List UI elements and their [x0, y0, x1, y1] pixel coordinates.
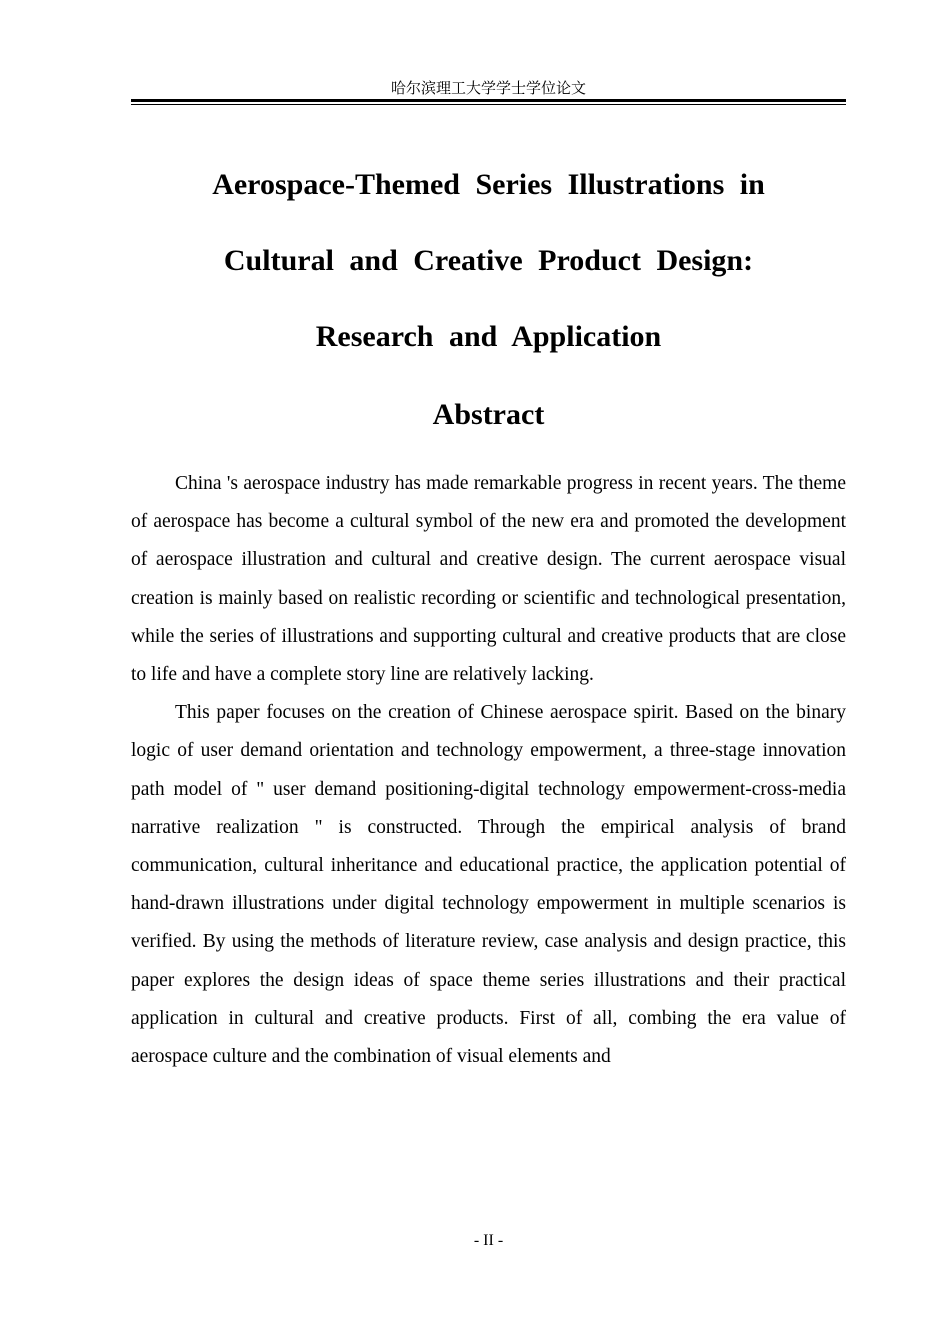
title-line-1: Aerospace-Themed Series Illustrations in [212, 168, 765, 201]
abstract-paragraph-2: This paper focuses on the creation of Chinese aerospace spirit. Based on the binary logic of user demand orientation and technology empowerment, a three-stage innovation path model of " user demand positioning-digital technology empowerment-cross-media narrative realization " is constructed. Through the empirical analysis of brand communication, cultural inheritance and educational practice, the application potential of hand-drawn illustrations under digital technology empowerment in multiple scenarios is verified. By using the methods of literature review, case analysis and design practice, this paper explores the design ideas of space theme series illustrations and their practical application in cultural and creative products. First of all, combing the era value of aerospace culture and the combination of visual elements and [131, 702, 846, 1068]
header-rule-thin [131, 104, 846, 105]
paper-title [131, 147, 846, 375]
title-line-2: Cultural and Creative Product Design: [223, 244, 754, 277]
abstract-heading: Abstract [432, 398, 545, 431]
abstract-body [131, 465, 846, 1076]
abstract-paragraph-1: China 's aerospace industry has made remarkable progress in recent years. The theme of aerospace has become a cultural symbol of the new era and promoted the development of aerospace illustration and cultural and creative design. The current aerospace visual creation is mainly based on realistic recording or scientific and technological presentation, while the series of illustrations and supporting cultural and creative products that are close to life and have a complete story line are relatively lacking. [131, 473, 846, 686]
page-number: - II - [473, 1232, 504, 1249]
header-rule-thick [131, 99, 846, 102]
running-header: 哈尔滨理工大学学士学位论文 [390, 81, 586, 97]
title-line-3: Research and Application [315, 320, 662, 353]
